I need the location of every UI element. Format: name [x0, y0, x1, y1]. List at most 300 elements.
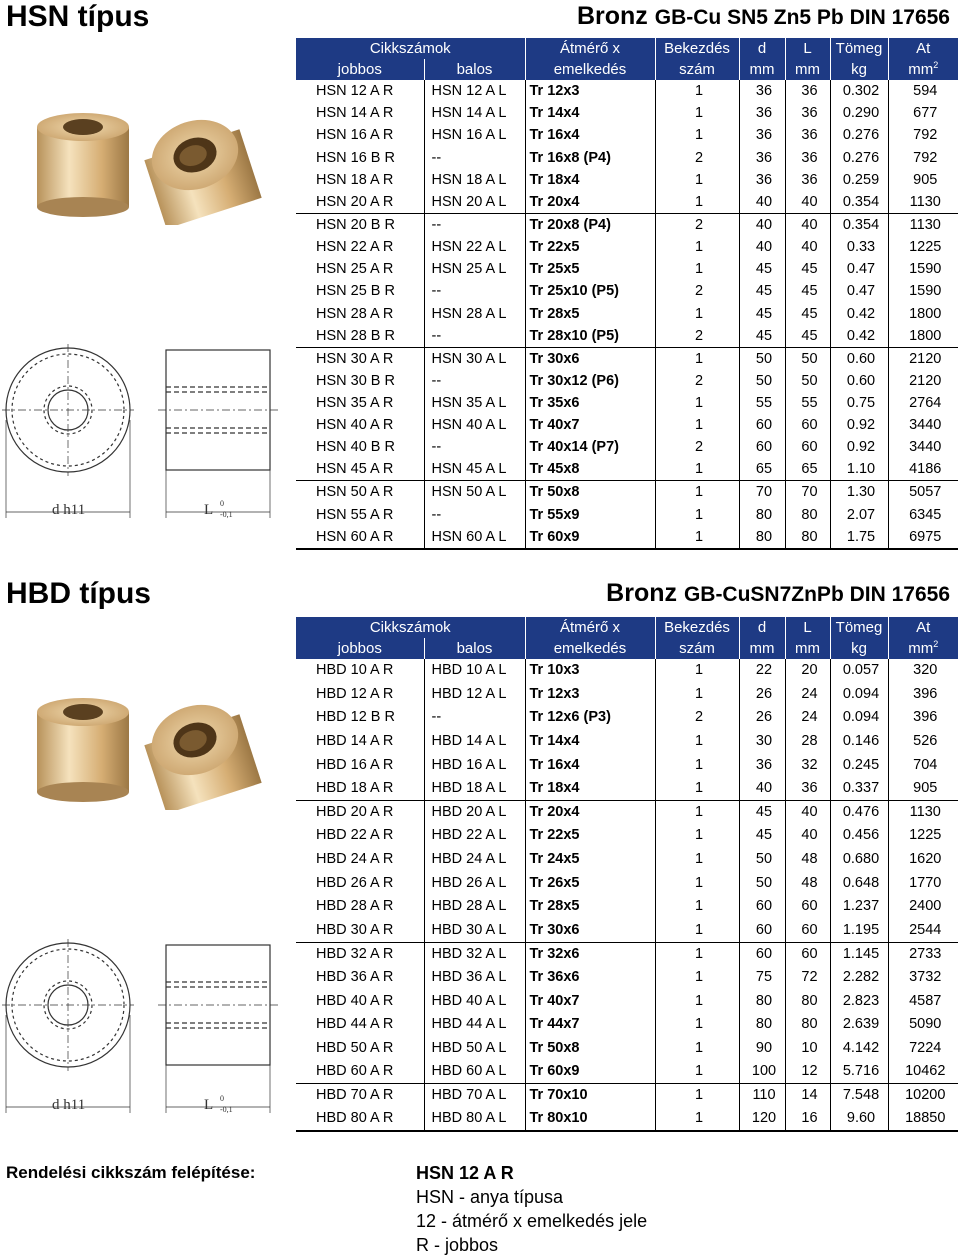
diameter-d: 75	[739, 966, 785, 990]
part-code-left: HBD 60 A L	[424, 1060, 525, 1084]
weight-kg: 0.476	[830, 801, 888, 825]
part-code-left: --	[424, 370, 525, 392]
length-L: 48	[785, 871, 830, 895]
thread-size: Tr 28x5	[525, 303, 655, 325]
thread-size: Tr 25x5	[525, 258, 655, 280]
part-code-right: HSN 35 A R	[316, 394, 394, 411]
area-at: 6345	[888, 503, 958, 525]
weight-kg: 0.75	[830, 392, 888, 414]
weight-kg: 0.42	[830, 303, 888, 325]
weight-kg: 0.47	[830, 258, 888, 280]
table-row	[296, 102, 958, 124]
part-code-left: HSN 30 A L	[424, 347, 525, 370]
weight-kg: 0.33	[830, 236, 888, 258]
table-row	[296, 706, 958, 730]
header-bekezdes: Bekezdés	[655, 38, 739, 59]
hsn-L-label: L	[204, 502, 214, 518]
header-L-unit: mm	[785, 59, 830, 80]
starts-count: 1	[655, 1037, 739, 1061]
starts-count: 1	[655, 236, 739, 258]
diameter-d: 36	[739, 80, 785, 102]
starts-count: 1	[655, 392, 739, 414]
area-at: 6975	[888, 526, 958, 549]
thread-size: Tr 45x8	[525, 458, 655, 481]
weight-kg: 0.245	[830, 753, 888, 777]
thread-size: Tr 22x5	[525, 824, 655, 848]
part-code-right: HSN 40 B R	[316, 439, 395, 456]
part-code-left: HSN 20 A L	[424, 191, 525, 214]
weight-kg: 2.823	[830, 989, 888, 1013]
part-code-left: HBD 10 A L	[424, 659, 525, 683]
thread-size: Tr 60x9	[525, 526, 655, 549]
thread-size: Tr 28x10 (P5)	[525, 325, 655, 348]
table-row	[296, 124, 958, 146]
diameter-d: 50	[739, 347, 785, 370]
table-row	[296, 213, 958, 236]
part-code-left: --	[424, 436, 525, 458]
diameter-d: 40	[739, 191, 785, 214]
hsn-technical-drawing	[0, 340, 290, 530]
starts-count: 1	[655, 303, 739, 325]
part-code-right: HSN 50 A R	[316, 484, 394, 501]
diameter-d: 50	[739, 848, 785, 872]
area-at: 1770	[888, 871, 958, 895]
header-szam: szám	[655, 59, 739, 80]
diameter-d: 60	[739, 919, 785, 943]
weight-kg: 2.282	[830, 966, 888, 990]
weight-kg: 1.237	[830, 895, 888, 919]
thread-size: Tr 16x4	[525, 753, 655, 777]
table-row	[296, 848, 958, 872]
part-code-right: HSN 16 B R	[316, 149, 395, 166]
part-code-left: HBD 40 A L	[424, 989, 525, 1013]
area-at: 594	[888, 80, 958, 102]
part-code-right: HBD 18 A R	[296, 777, 424, 801]
starts-count: 1	[655, 942, 739, 966]
thread-size: Tr 16x4	[525, 124, 655, 146]
part-code-left: HSN 35 A L	[424, 392, 525, 414]
header-atmero: Átmérő x	[525, 38, 655, 59]
area-at: 2733	[888, 942, 958, 966]
diameter-d: 65	[739, 458, 785, 481]
diameter-d: 50	[739, 871, 785, 895]
diameter-d: 50	[739, 370, 785, 392]
at-unit-sup: 2	[933, 60, 939, 70]
starts-count: 1	[655, 730, 739, 754]
part-code-right: HSN 60 A R	[296, 526, 424, 549]
thread-size: Tr 20x8 (P4)	[525, 213, 655, 236]
hbd-material-bronz: Bronz	[606, 579, 677, 607]
area-at: 10462	[888, 1060, 958, 1084]
starts-count: 1	[655, 1013, 739, 1037]
starts-count: 1	[655, 481, 739, 504]
thread-size: Tr 50x8	[525, 481, 655, 504]
starts-count: 1	[655, 169, 739, 191]
area-at: 1800	[888, 303, 958, 325]
header-cikkszamok: Cikkszámok	[296, 38, 525, 59]
part-code-right: HBD 30 A R	[296, 919, 424, 943]
part-code-left: HBD 16 A L	[424, 753, 525, 777]
weight-kg: 0.42	[830, 325, 888, 348]
table-row	[296, 1060, 958, 1084]
weight-kg: 0.92	[830, 436, 888, 458]
length-L: 32	[785, 753, 830, 777]
thread-size: Tr 30x12 (P6)	[525, 370, 655, 392]
part-code-right: HBD 16 A R	[316, 756, 394, 773]
starts-count: 1	[655, 80, 739, 102]
part-code-right: HBD 44 A R	[316, 1016, 394, 1033]
length-L: 45	[785, 303, 830, 325]
header-tomeg-unit: kg	[830, 638, 888, 659]
length-L: 45	[785, 280, 830, 302]
header-at: At	[888, 38, 958, 59]
length-L: 80	[785, 503, 830, 525]
table-row	[296, 683, 958, 707]
diameter-d: 26	[739, 683, 785, 707]
area-at: 2764	[888, 392, 958, 414]
starts-count: 2	[655, 706, 739, 730]
starts-count: 1	[655, 1107, 739, 1131]
diameter-d: 36	[739, 753, 785, 777]
part-code-right: HSN 25 A R	[316, 261, 394, 278]
starts-count: 2	[655, 370, 739, 392]
part-code-right: HBD 10 A R	[316, 662, 394, 679]
part-code-left: HBD 24 A L	[424, 848, 525, 872]
thread-size: Tr 16x8 (P4)	[525, 147, 655, 169]
at-unit-text: mm	[908, 640, 934, 657]
length-L: 45	[785, 325, 830, 348]
length-L: 36	[785, 777, 830, 801]
area-at: 7224	[888, 1037, 958, 1061]
header-bekezdes: Bekezdés	[655, 617, 739, 638]
diameter-d: 60	[739, 414, 785, 436]
diameter-d: 22	[739, 659, 785, 683]
weight-kg: 0.92	[830, 414, 888, 436]
thread-size: Tr 12x3	[525, 80, 655, 102]
part-code-right: HSN 18 A R	[316, 171, 394, 188]
hbd-technical-drawing	[0, 935, 290, 1125]
thread-size: Tr 12x3	[525, 683, 655, 707]
length-L: 80	[785, 1013, 830, 1037]
table-row	[296, 1013, 958, 1037]
bushing-left	[37, 113, 129, 217]
thread-size: Tr 26x5	[525, 871, 655, 895]
hbd-material-title	[606, 579, 950, 608]
weight-kg: 1.145	[830, 942, 888, 966]
weight-kg: 0.259	[830, 169, 888, 191]
part-code-right: HBD 24 A R	[316, 851, 394, 868]
length-L: 40	[785, 191, 830, 214]
table-row	[296, 80, 958, 102]
thread-size: Tr 36x6	[525, 966, 655, 990]
part-code-left: HSN 12 A L	[424, 80, 525, 102]
starts-count: 1	[655, 919, 739, 943]
area-at: 704	[888, 753, 958, 777]
starts-count: 1	[655, 102, 739, 124]
table-row	[296, 919, 958, 943]
table-row	[296, 414, 958, 436]
length-L: 60	[785, 919, 830, 943]
length-L: 12	[785, 1060, 830, 1084]
thread-size: Tr 35x6	[525, 392, 655, 414]
area-at: 1590	[888, 258, 958, 280]
header-atmero: Átmérő x	[525, 617, 655, 638]
part-code-left: HSN 22 A L	[424, 236, 525, 258]
table-row	[296, 303, 958, 325]
hbd-L-label: L	[204, 1097, 214, 1113]
part-code-left: HBD 12 A L	[424, 683, 525, 707]
diameter-d: 70	[739, 481, 785, 504]
length-L: 60	[785, 414, 830, 436]
header-balos: balos	[424, 638, 525, 659]
length-L: 40	[785, 236, 830, 258]
weight-kg: 0.094	[830, 706, 888, 730]
starts-count: 1	[655, 458, 739, 481]
order-code-explanation	[416, 1161, 647, 1257]
thread-size: Tr 14x4	[525, 102, 655, 124]
diameter-d: 110	[739, 1084, 785, 1108]
part-code-left: --	[424, 213, 525, 236]
diameter-d: 60	[739, 942, 785, 966]
length-L: 70	[785, 481, 830, 504]
area-at: 1225	[888, 236, 958, 258]
table-row	[296, 1037, 958, 1061]
header-d: d	[739, 617, 785, 638]
area-at: 3440	[888, 436, 958, 458]
length-L: 80	[785, 989, 830, 1013]
thread-size: Tr 40x7	[525, 989, 655, 1013]
part-code-left: HSN 40 A L	[424, 414, 525, 436]
table-row	[296, 458, 958, 481]
diameter-d: 40	[739, 236, 785, 258]
diameter-d: 45	[739, 280, 785, 302]
thread-size: Tr 55x9	[525, 503, 655, 525]
thread-size: Tr 80x10	[525, 1107, 655, 1131]
at-unit-text: mm	[908, 61, 934, 78]
header-jobbos: jobbos	[296, 59, 424, 80]
diameter-d: 45	[739, 325, 785, 348]
area-at: 396	[888, 683, 958, 707]
hsn-spec-table	[296, 38, 958, 550]
starts-count: 1	[655, 777, 739, 801]
length-L: 36	[785, 169, 830, 191]
header-d: d	[739, 38, 785, 59]
thread-size: Tr 50x8	[525, 1037, 655, 1061]
part-code-left: HBD 70 A L	[424, 1084, 525, 1108]
length-L: 36	[785, 147, 830, 169]
part-code-right: HBD 36 A R	[316, 969, 394, 986]
header-L-unit: mm	[785, 638, 830, 659]
part-code-left: --	[424, 325, 525, 348]
table-row	[296, 370, 958, 392]
bushing-right	[143, 109, 262, 225]
starts-count: 1	[655, 124, 739, 146]
table-row	[296, 503, 958, 525]
header-at-unit	[888, 638, 958, 659]
part-code-left: HBD 50 A L	[424, 1037, 525, 1061]
weight-kg: 5.716	[830, 1060, 888, 1084]
header-d-unit: mm	[739, 59, 785, 80]
part-code-right: HBD 12 A R	[316, 685, 394, 702]
table-row	[296, 526, 958, 549]
part-code-right: HBD 60 A R	[296, 1060, 424, 1084]
table-row	[296, 347, 958, 370]
hsn-d-label: d h11	[52, 502, 86, 518]
part-code-right: HBD 80 A R	[296, 1107, 424, 1131]
weight-kg: 9.60	[830, 1107, 888, 1131]
weight-kg: 0.680	[830, 848, 888, 872]
starts-count: 1	[655, 258, 739, 280]
part-code-left: HBD 80 A L	[424, 1107, 525, 1131]
area-at: 1225	[888, 824, 958, 848]
part-code-left: --	[424, 147, 525, 169]
thread-size: Tr 12x6 (P3)	[525, 706, 655, 730]
weight-kg: 1.75	[830, 526, 888, 549]
thread-size: Tr 18x4	[525, 777, 655, 801]
weight-kg: 0.094	[830, 683, 888, 707]
area-at: 2544	[888, 919, 958, 943]
hbd-spec-table	[296, 617, 958, 1132]
hsn-product-photo	[25, 95, 275, 225]
table-row	[296, 436, 958, 458]
hbd-L-tol-bottom: -0,1	[220, 1105, 233, 1114]
part-code-left: HSN 18 A L	[424, 169, 525, 191]
diameter-d: 45	[739, 801, 785, 825]
area-at: 677	[888, 102, 958, 124]
part-code-left: HSN 28 A L	[424, 303, 525, 325]
thread-size: Tr 18x4	[525, 169, 655, 191]
area-at: 18850	[888, 1107, 958, 1131]
diameter-d: 45	[739, 824, 785, 848]
hsn-material-bronz: Bronz	[576, 2, 648, 30]
table-row	[296, 325, 958, 348]
length-L: 60	[785, 436, 830, 458]
length-L: 28	[785, 730, 830, 754]
part-code-left: HBD 30 A L	[424, 919, 525, 943]
starts-count: 1	[655, 966, 739, 990]
hsn-L-tol-bottom: -0,1	[220, 510, 233, 519]
starts-count: 2	[655, 280, 739, 302]
area-at: 5057	[888, 481, 958, 504]
thread-size: Tr 22x5	[525, 236, 655, 258]
hbd-L-tol-top: 0	[220, 1094, 224, 1103]
weight-kg: 0.456	[830, 824, 888, 848]
part-code-left: HBD 36 A L	[424, 966, 525, 990]
diameter-d: 40	[739, 213, 785, 236]
thread-size: Tr 44x7	[525, 1013, 655, 1037]
weight-kg: 1.10	[830, 458, 888, 481]
part-code-right: HBD 50 A R	[316, 1039, 394, 1056]
area-at: 1620	[888, 848, 958, 872]
length-L: 45	[785, 258, 830, 280]
part-code-right: HBD 26 A R	[316, 874, 394, 891]
area-at: 2120	[888, 370, 958, 392]
length-L: 20	[785, 659, 830, 683]
diameter-d: 80	[739, 503, 785, 525]
diameter-d: 36	[739, 124, 785, 146]
diameter-d: 30	[739, 730, 785, 754]
diameter-d: 45	[739, 258, 785, 280]
part-code-left: HBD 18 A L	[424, 777, 525, 801]
starts-count: 2	[655, 325, 739, 348]
starts-count: 1	[655, 503, 739, 525]
area-at: 1590	[888, 280, 958, 302]
table-row	[296, 801, 958, 825]
diameter-d: 40	[739, 777, 785, 801]
starts-count: 1	[655, 824, 739, 848]
starts-count: 1	[655, 683, 739, 707]
length-L: 14	[785, 1084, 830, 1108]
part-code-left: HSN 60 A L	[424, 526, 525, 549]
thread-size: Tr 14x4	[525, 730, 655, 754]
thread-size: Tr 10x3	[525, 659, 655, 683]
header-at-unit	[888, 59, 958, 80]
table-row	[296, 280, 958, 302]
starts-count: 2	[655, 436, 739, 458]
weight-kg: 0.47	[830, 280, 888, 302]
weight-kg: 0.60	[830, 370, 888, 392]
order-code-line: R - jobbos	[416, 1235, 499, 1255]
table-row	[296, 258, 958, 280]
part-code-right: HSN 28 B R	[296, 325, 424, 348]
part-code-right: HSN 16 A R	[316, 127, 394, 144]
area-at: 3440	[888, 414, 958, 436]
bushing-right	[143, 694, 262, 810]
diameter-d: 120	[739, 1107, 785, 1131]
area-at: 2120	[888, 347, 958, 370]
area-at: 1130	[888, 191, 958, 214]
area-at: 5090	[888, 1013, 958, 1037]
length-L: 48	[785, 848, 830, 872]
weight-kg: 0.276	[830, 124, 888, 146]
starts-count: 2	[655, 147, 739, 169]
part-code-right: HSN 30 A R	[316, 350, 394, 367]
hsn-type-title: HSN típus	[6, 0, 150, 33]
starts-count: 1	[655, 895, 739, 919]
diameter-d: 100	[739, 1060, 785, 1084]
area-at: 4587	[888, 989, 958, 1013]
table-row	[296, 1107, 958, 1131]
diameter-d: 26	[739, 706, 785, 730]
area-at: 10200	[888, 1084, 958, 1108]
part-code-left: HSN 16 A L	[424, 124, 525, 146]
header-d-unit: mm	[739, 638, 785, 659]
area-at: 905	[888, 777, 958, 801]
length-L: 60	[785, 895, 830, 919]
table-row	[296, 659, 958, 683]
table-row	[296, 191, 958, 214]
diameter-d: 80	[739, 1013, 785, 1037]
part-code-right: HBD 32 A R	[316, 945, 394, 962]
header-emelkedes: emelkedés	[525, 59, 655, 80]
part-code-left: HBD 44 A L	[424, 1013, 525, 1037]
length-L: 80	[785, 526, 830, 549]
thread-size: Tr 20x4	[525, 191, 655, 214]
starts-count: 2	[655, 213, 739, 236]
diameter-d: 80	[739, 989, 785, 1013]
header-tomeg-unit: kg	[830, 59, 888, 80]
length-L: 24	[785, 706, 830, 730]
table-row	[296, 169, 958, 191]
length-L: 60	[785, 942, 830, 966]
length-L: 72	[785, 966, 830, 990]
diameter-d: 45	[739, 303, 785, 325]
order-code-line: HSN - anya típusa	[416, 1187, 564, 1207]
part-code-right: HSN 55 A R	[316, 506, 394, 523]
area-at: 320	[888, 659, 958, 683]
part-code-right: HSN 14 A R	[316, 105, 394, 122]
header-at: At	[888, 617, 958, 638]
